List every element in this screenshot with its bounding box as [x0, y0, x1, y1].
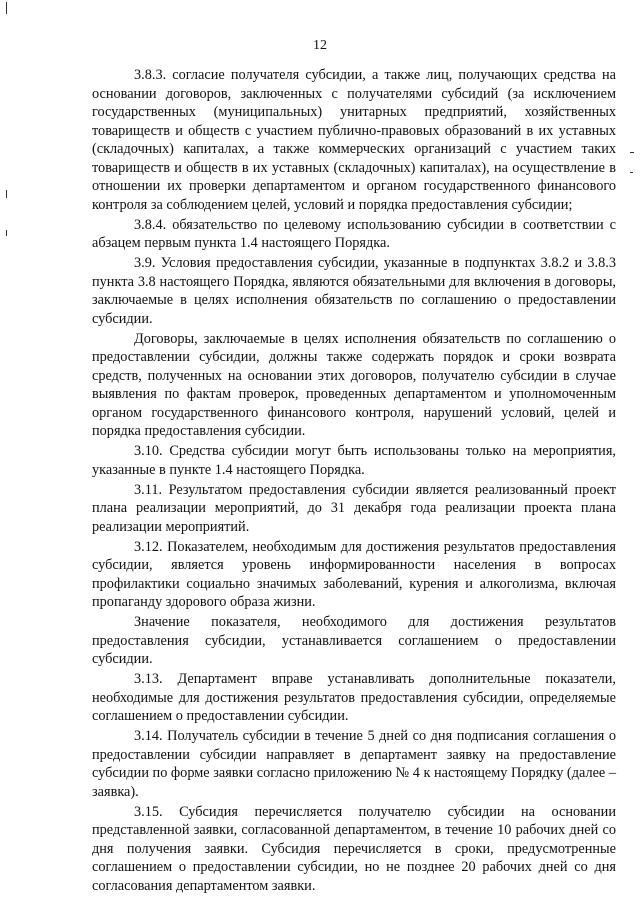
- paragraph-3-15: 3.15. Субсидия перечисляется получателю субсидии на основании представленной заявки, согласованной департаментом, в течение 10 рабочих дней со дня получения заявки. Субсидия перечисляется в сроки, предусмотренные соглашением о предоставлении субсидии, но не позднее 20 рабочих дней со дня согласования департаментом заявки.: [92, 803, 616, 894]
- left-margin-mark: [6, 190, 7, 198]
- right-margin-mark: [630, 172, 633, 173]
- paragraph-3-12: 3.12. Показателем, необходимым для достижения результатов предоставления субсидии, является уровень информированности населения в вопросах профилактики социально значимых заболеваний, курения и алкоголизма, включая пропаганду здорового образа жизни.: [92, 538, 616, 610]
- left-margin-mark: [6, 230, 7, 236]
- document-body: [92, 66, 616, 897]
- paragraph-3-8-3: 3.8.3. согласие получателя субсидии, а также лиц, получающих средства на основании договоров, заключенных с получателями субсидий (за исключением государственных (муниципальных) унитарных предприятий, хозяйственных товариществ и обществ с участием публично-правовых образований в их уставных (складочных) капиталах, а также коммерческих организаций с участием таких товариществ и обществ в их уставных (складочных) капиталах), на осуществление в отношении их проверки департаментом и органом государственного финансового контроля за соблюдением целей, условий и порядка предоставления субсидии;: [92, 67, 616, 213]
- right-margin-mark: [630, 152, 634, 153]
- paragraph-3-11: 3.11. Результатом предоставления субсидии является реализованный проект плана реализации мероприятий, до 31 декабря года реализации проекта плана реализации мероприятий.: [92, 481, 616, 535]
- paragraph-contracts: Договоры, заключаемые в целях исполнения обязательств по соглашению о предоставлении субсидии, должны также содержать порядок и сроки возврата средств, полученных на основании этих договоров, получателю субсидии в случае выявления по фактам проверок, проведенных департаментом и уполномоченным органом государственного финансового контроля, нарушений условий, целей и порядка предоставления субсидии.: [92, 330, 616, 439]
- paragraph-3-14: 3.14. Получатель субсидии в течение 5 дней со дня подписания соглашения о предоставлении субсидии направляет в департамент заявку на предоставление субсидии по форме заявки согласно приложению № 4 к настоящему Порядку (далее – заявка).: [92, 728, 616, 800]
- paragraph-3-9: 3.9. Условия предоставления субсидии, указанные в подпунктах 3.8.2 и 3.8.3 пункта 3.8 настоящего Порядка, являются обязательными для включения в договоры, заключаемые в целях исполнения обязательств по соглашению о предоставлении субсидии.: [92, 255, 616, 327]
- page-number: 12: [313, 38, 327, 53]
- paragraph-3-13: 3.13. Департамент вправе устанавливать дополнительные показатели, необходимые для достижения результатов предоставления субсидии, определяемые соглашением о предоставлении субсидии.: [92, 671, 616, 724]
- paragraph-indicator-value: Значение показателя, необходимого для достижения результатов предоставления субсидии, устанавливается соглашением о предоставлении субсидии.: [92, 614, 616, 667]
- left-margin-mark: [6, 2, 7, 14]
- paragraph-3-8-4: 3.8.4. обязательство по целевому использованию субсидии в соответствии с абзацем первым пункта 1.4 настоящего Порядка.: [92, 216, 616, 251]
- paragraph-3-10: 3.10. Средства субсидии могут быть использованы только на мероприятия, указанные в пункте 1.4 настоящего Порядка.: [92, 443, 616, 478]
